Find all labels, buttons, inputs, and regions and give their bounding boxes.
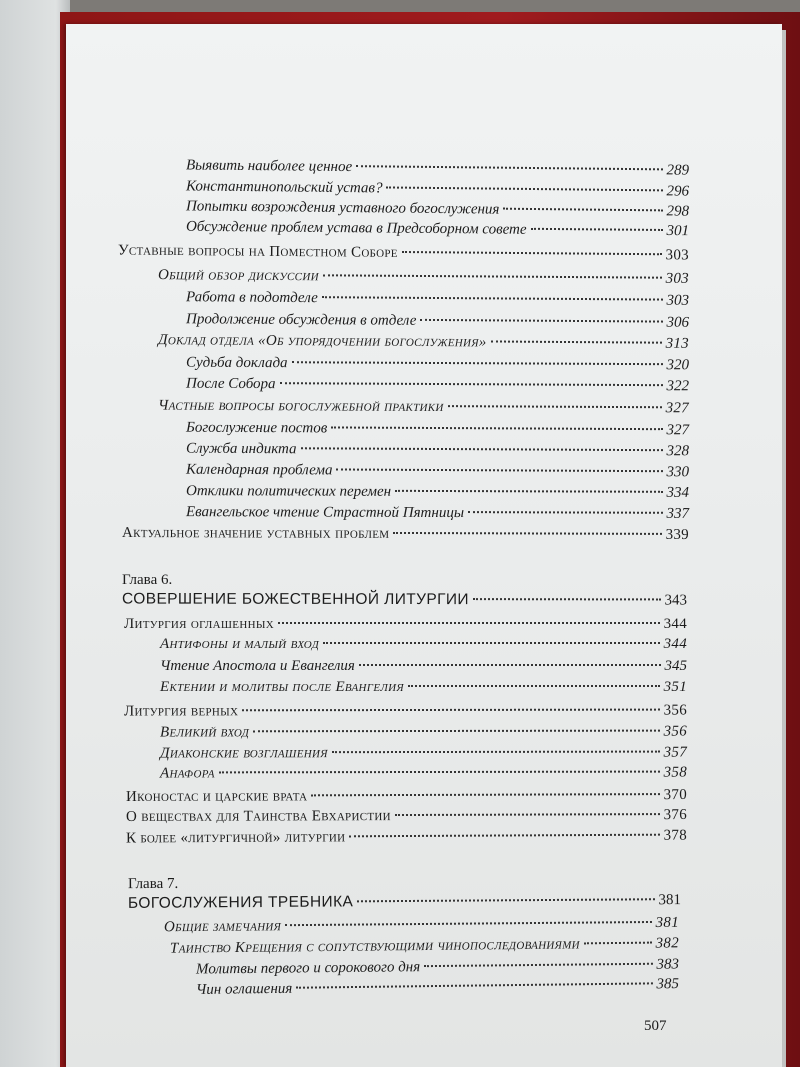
toc-entry: Литургия оглашенных 344 [124,616,687,632]
toc-entry: Продолжение обсуждения в отделе 306 [185,311,690,331]
toc-entry: К более «литургичной» литургии 378 [125,827,688,847]
toc-entry: Попытки возрождения уставного богослужения 298 [185,198,690,220]
toc-entry: Судьба доклада 320 [185,354,690,374]
toc-entry: Уставные вопросы на Поместном Соборе 303 [117,242,690,264]
chapter-title-row: БОГОСЛУЖЕНИЯ ТРЕБНИКА 381 [127,892,682,912]
toc-entry: Общие замечания 381 [163,914,680,936]
toc-entry: Ектении и молитвы после Евангелия 351 [160,679,687,695]
toc-entry: Анафора 358 [159,764,688,782]
toc-entry: Частные вопросы богослужебной практики 327 [157,397,690,417]
toc-entry: Литургия верных 356 [123,702,688,720]
toc-entry: Чтение Апостола и Евангелия 345 [160,658,687,674]
toc-entry: Выявить наиболее ценное 289 [185,157,690,179]
toc-entry: После Собора 322 [185,375,690,395]
toc-entry: Доклад отдела «Об упорядочении богослужения» 313 [157,332,690,352]
toc-entry: Великий вход 356 [159,723,688,741]
page-number: 507 [644,1018,667,1034]
toc-entry: Иконостас и царские врата 370 [125,787,688,805]
toc-entry: Общий обзор дискуссии 303 [157,267,690,287]
toc-entry: Константинопольский устав? 296 [185,178,690,200]
toc-entry: Чин оглашения 385 [195,976,680,998]
toc-entry: О веществах для Таинства Евхаристии 376 [125,807,688,825]
chapter-label: Глава 7. [127,875,179,893]
toc-entry: Антифоны и малый вход 344 [160,636,687,652]
toc-entry: Отклики политических перемен 334 [185,483,690,501]
toc-entry: Богослужение постов 327 [185,419,690,439]
toc-entry: Обсуждение проблем устава в Предсоборном совете 301 [185,218,690,240]
toc-entry: Евангельское чтение Страстной Пятницы 337 [185,504,690,522]
toc-entry: Диаконские возглашения 357 [159,744,688,762]
toc-entry: Работа в подотделе 303 [185,289,690,309]
toc-entry: Календарная проблема 330 [185,461,690,481]
toc-entry: Актуальное значение уставных проблем 339 [121,525,690,543]
toc-entry: Служба индикта 328 [185,440,690,460]
chapter-title-row: СОВЕРШЕНИЕ БОЖЕСТВЕННОЙ ЛИТУРГИИ 343 [121,590,688,609]
toc-entry: Молитвы первого и сорокового дня 383 [195,956,680,978]
toc-entry: Таинство Крещения с сопутствующими чинопоследованиями 382 [169,935,680,957]
chapter-label: Глава 6. [122,572,173,588]
